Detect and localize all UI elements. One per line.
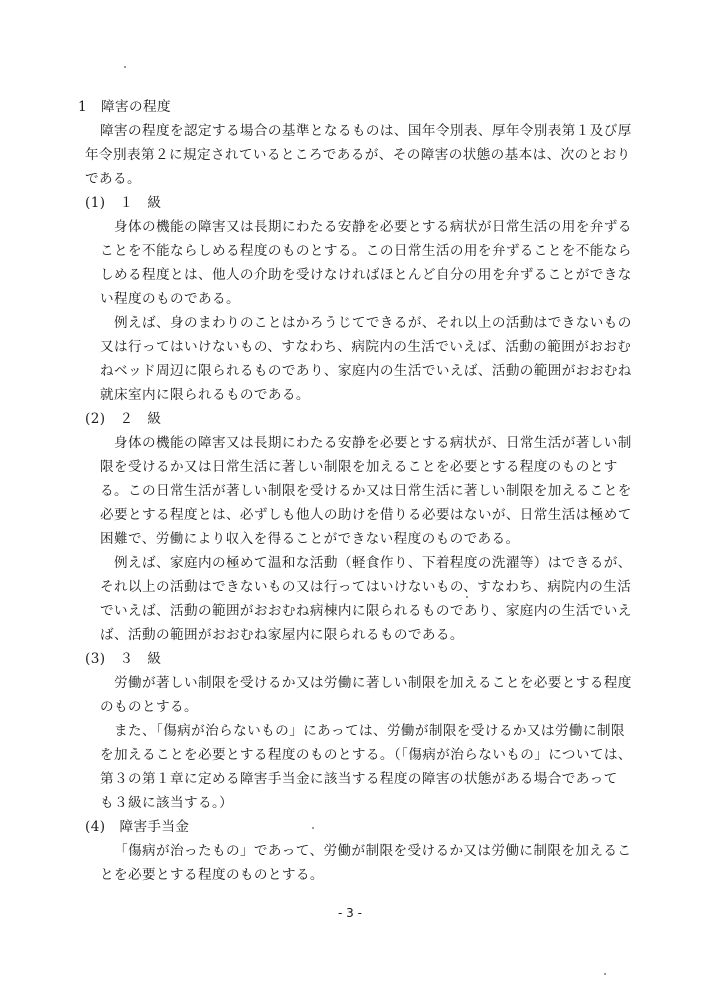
grade1-para2-line-3: ねベッド周辺に限られるものであり、家庭内の生活でいえば、活動の範囲がおおむね [100, 363, 632, 379]
section-heading: 1 障害の程度 [78, 99, 172, 115]
grade2-para2-line-1: 例えば、家庭内の極めて温和な活動（軽食作り、下着程度の洗濯等）はできるが、 [114, 555, 632, 571]
grade1-para1-line-2: ことを不能ならしめる程度のものとする。この日常生活の用を弁ずることを不能なら [100, 243, 632, 259]
grade2-para1-line-1: 身体の機能の障害又は長期にわたる安静を必要とする病状が、日常生活が著しい制 [114, 435, 632, 451]
grade1-para1-line-3: しめる程度とは、他人の介助を受けなければほとんど自分の用を弁ずることができな [100, 267, 632, 283]
grade3-para2-line-3: 第３の第１章に定める障害手当金に該当する程度の障害の状態がある場合であって [100, 771, 618, 787]
grade2-para1-line-5: 困難で、労働により収入を得ることができない程度のものである。 [100, 531, 520, 547]
grade1-para2-line-4: 就床室内に限られるものである。 [100, 387, 310, 403]
grade1-para2-line-2: 又は行ってはいけないもの、すなわち、病院内の生活でいえば、活動の範囲がおおむ [100, 339, 632, 355]
subheading-grade-1: (1) １ 級 [85, 195, 162, 211]
grade2-para2-line-2: それ以上の活動はできないもの又は行ってはいけないもの、すなわち、病院内の生活 [100, 579, 632, 595]
grade2-para1-line-2: 限を受けるか又は日常生活に著しい制限を加えることを必要とする程度のものとす [100, 459, 618, 475]
intro-line-1: 障害の程度を認定する場合の基準となるものは、国年令別表、厚年令別表第１及び厚 [100, 123, 632, 139]
allowance-line-1: 「傷病が治ったもの」であって、労働が制限を受けるか又は労働に制限を加えるこ [114, 843, 632, 859]
grade3-para1-line-1: 労働が著しい制限を受けるか又は労働に著しい制限を加えることを必要とする程度 [114, 675, 632, 691]
scan-speck [312, 827, 314, 829]
grade2-para2-line-3: でいえば、活動の範囲がおおむね病棟内に限られるものであり、家庭内の生活でいえ [100, 603, 632, 619]
grade3-para1-line-2: のものとする。 [100, 699, 198, 715]
intro-line-2: 年令別表第２に規定されているところであるが、その障害の状態の基本は、次のとおり [85, 147, 631, 163]
grade2-para1-line-4: 必要とする程度とは、必ずしも他人の助けを借りる必要はないが、日常生活は極めて [100, 507, 632, 523]
subheading-grade-3: (3) ３ 級 [85, 651, 162, 667]
scan-speck [466, 596, 468, 598]
scan-speck [604, 973, 606, 975]
grade1-para1-line-4: い程度のものである。 [100, 291, 240, 307]
grade1-para1-line-1: 身体の機能の障害又は長期にわたる安静を必要とする病状が日常生活の用を弁ずる [114, 219, 632, 235]
grade3-para2-line-4: も３級に該当する。） [100, 795, 234, 811]
grade2-para2-line-4: ば、活動の範囲がおおむね家屋内に限られるものである。 [100, 627, 464, 643]
scan-speck [124, 66, 126, 68]
grade1-para2-line-1: 例えば、身のまわりのことはかろうじてできるが、それ以上の活動はできないもの [114, 315, 632, 331]
grade3-para2-line-1: また、「傷病が治らないもの」にあっては、労働が制限を受けるか又は労働に制限 [114, 723, 625, 739]
grade3-para2-line-2: を加えることを必要とする程度のものとする。（「傷病が治らないもの」については、 [100, 747, 632, 763]
subheading-disability-allowance: (4) 障害手当金 [85, 819, 190, 835]
grade2-para1-line-3: る。この日常生活が著しい制限を受けるか又は日常生活に著しい制限を加えることを [100, 483, 632, 499]
allowance-line-2: とを必要とする程度のものとする。 [100, 867, 324, 883]
subheading-grade-2: (2) ２ 級 [85, 411, 162, 427]
page-number: - 3 - [338, 906, 362, 920]
intro-line-3: である。 [85, 171, 141, 187]
